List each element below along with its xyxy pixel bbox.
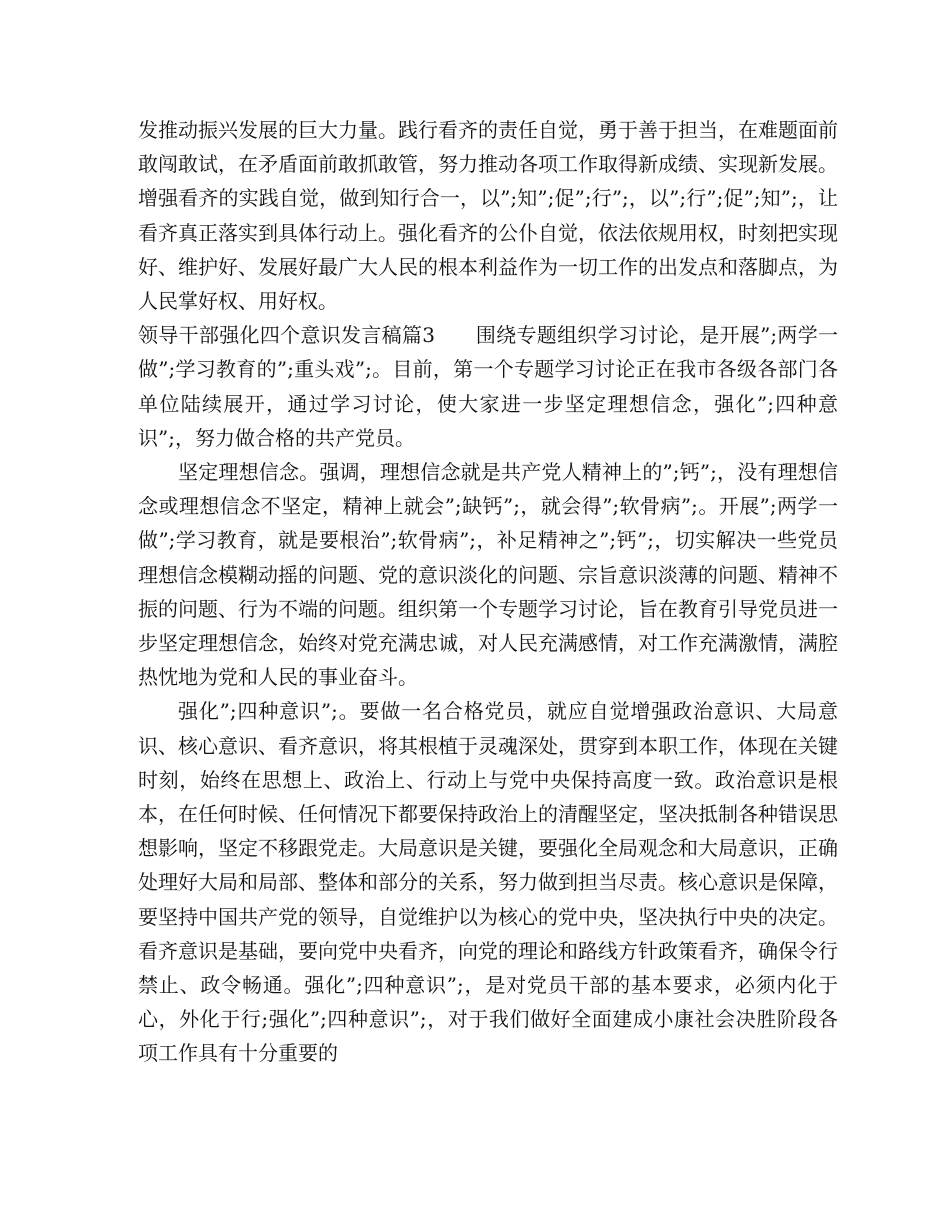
paragraph-four-consciousness: 强化”;四种意识”;。要做一名合格党员，就应自觉增强政治意识、大局意识、核心意识、看齐意识，将其根植于灵魂深处，贯穿到本职工作，体现在关键时刻，始终在思想上、政治上、行动上与党中央保持高度一致。政治意识是根本，在任何时候、任何情况下都要保持政治上的清醒坚定，坚决抵制各种错误思想影响，坚定不移跟党走。大局意识是关键，要强化全局观念和大局意识，正确处理好大局和局部、整体和部分的关系，努力做到担当尽责。核心意识是保障，要坚持中国共产党的领导，自觉维护以为核心的党中央，坚决执行中央的决定。看齐意识是基础，要向党中央看齐，向党的理论和路线方针政策看齐，确保令行禁止、政令畅通。强化”;四种意识”;，是对党员干部的基本要求，必须内化于心，外化于行;强化”;四种意识”;，对于我们做好全面建成小康社会决胜阶段各项工作具有十分重要的 [138,699,838,1066]
paragraph-ideals: 坚定理想信念。强调，理想信念就是共产党人精神上的”;钙”;，没有理想信念或理想信念不坚定，精神上就会”;缺钙”;，就会得”;软骨病”;。开展”;两学一做”;学习教育，就是要根治”;软骨病”;，补足精神之”;钙”;，切实解决一些党员理想信念模糊动摇的问题、党的意识淡化的问题、宗旨意识淡薄的问题、精神不振的问题、行为不端的问题。组织第一个专题学习讨论，旨在教育引导党员进一步坚定理想信念，始终对党充满忠诚，对人民充满感情，对工作充满激情，满腔热忱地为党和人民的事业奋斗。 [138,460,838,690]
paragraph-section-heading: 领导干部强化四个意识发言稿篇3 围绕专题组织学习讨论，是开展”;两学一做”;学习教育的”;重头戏”;。目前，第一个专题学习讨论正在我市各级各部门各单位陆续展开，通过学习讨论，使大家进一步坚定理想信念，强化”;四种意识”;，努力做合格的共产党员。 [138,323,838,450]
paragraph-continuation: 发推动振兴发展的巨大力量。践行看齐的责任自觉，勇于善于担当，在难题面前敢闯敢试，在矛盾面前敢抓敢管，努力推动各项工作取得新成绩、实现新发展。增强看齐的实践自觉，做到知行合一，以”;知”;促”;行”;，以”;行”;促”;知”;，让看齐真正落实到具体行动上。强化看齐的公仆自觉，依法依规用权，时刻把实现好、维护好、发展好最广大人民的根本利益作为一切工作的出发点和落脚点，为人民掌好权、用好权。 [138,118,838,314]
document-body [138,113,838,1071]
